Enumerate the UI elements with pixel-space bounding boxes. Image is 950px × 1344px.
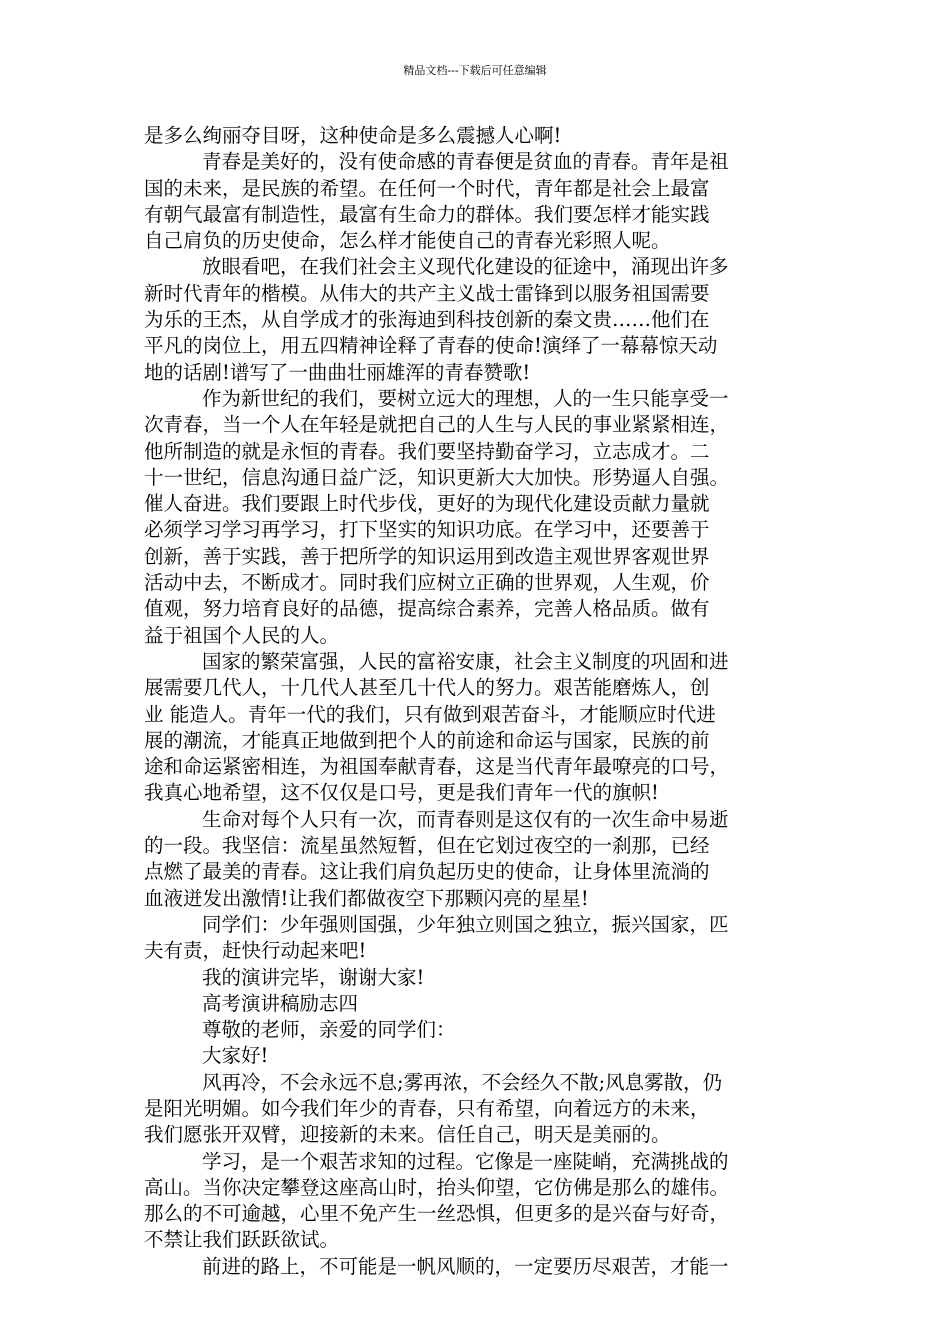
text-line: 我们愿张开双臂，迎接新的未来。信任自己，明天是美丽的。 (144, 1123, 671, 1147)
text-line: 平凡的岗位上，用五四精神诠释了青春的使命!演绎了一幕幕惊天动 (144, 334, 718, 358)
text-line: 国家的繁荣富强，人民的富裕安康，社会主义制度的巩固和进 (202, 649, 729, 673)
text-line: 风再冷，不会永远不息;雾再浓，不会经久不散;风息雾散，仍 (202, 1070, 723, 1094)
text-line: 为乐的王杰，从自学成才的张海迪到科技创新的秦文贵……他们在 (144, 308, 710, 332)
text-line: 国的未来，是民族的希望。在任何一个时代，青年都是社会上最富 (144, 176, 710, 200)
text-line: 尊敬的老师，亲爱的同学们： (202, 1018, 456, 1042)
text-line: 途和命运紧密相连，为祖国奉献青春，这是当代青年最嘹亮的口号， (144, 755, 730, 779)
text-line: 有朝气最富有制造性，最富有生命力的群体。我们要怎样才能实践 (144, 202, 710, 226)
text-line: 十一世纪，信息沟通日益广泛，知识更新大大加快。形势逼人自强。 (144, 465, 730, 489)
text-line: 前进的路上，不可能是一帆风顺的，一定要历尽艰苦，才能一 (202, 1254, 729, 1278)
text-line: 他所制造的就是永恒的青春。我们要坚持勤奋学习，立志成才。二 (144, 439, 710, 463)
text-line: 自己肩负的历史使命，怎么样才能使自己的青春光彩照人呢。 (144, 229, 671, 253)
text-line: 不禁让我们跃跃欲试。 (144, 1228, 340, 1252)
text-line: 创新，善于实践，善于把所学的知识运用到改造主观世界客观世界 (144, 544, 710, 568)
text-line: 益于祖国个人民的人。 (144, 623, 340, 647)
text-line: 新时代青年的楷模。从伟大的共产主义战士雷锋到以服务祖国需要 (144, 281, 710, 305)
text-line: 的一段。我坚信：流星虽然短暂，但在它划过夜空的一刹那，已经 (144, 834, 710, 858)
page-header: 精品文档---下载后可任意编辑 (403, 64, 547, 77)
text-line: 夫有责，赶快行动起来吧! (144, 939, 367, 963)
text-line: 必须学习学习再学习，打下坚实的知识功底。在学习中，还要善于 (144, 518, 710, 542)
text-line: 次青春，当一个人在年轻是就把自己的人生与人民的事业紧紧相连， (144, 413, 730, 437)
text-line: 值观，努力培育良好的品德，提高综合素养，完善人格品质。做有 (144, 597, 710, 621)
text-line: 学习，是一个艰苦求知的过程。它像是一座陡峭，充满挑战的 (202, 1149, 729, 1173)
text-line: 血液迸发出激情!让我们都做夜空下那颗闪亮的星星! (144, 886, 589, 910)
text-line: 地的话剧!谱写了一曲曲壮丽雄浑的青春赞歌! (144, 360, 531, 384)
text-line: 放眼看吧，在我们社会主义现代化建设的征途中，涌现出许多 (202, 255, 729, 279)
text-line: 高山。当你决定攀登这座高山时，抬头仰望，它仿佛是那么的雄伟。 (144, 1175, 730, 1199)
text-line: 展需要几代人，十几代人甚至几十代人的努力。艰苦能磨炼人，创 (144, 676, 710, 700)
text-line: 催人奋进。我们要跟上时代步伐，更好的为现代化建设贡献力量就 (144, 492, 710, 516)
document-body (144, 123, 808, 1280)
text-line: 那么的不可逾越，心里不免产生一丝恐惧，但更多的是兴奋与好奇， (144, 1202, 730, 1226)
text-line: 我的演讲完毕，谢谢大家! (202, 965, 425, 989)
text-line: 是阳光明媚。如今我们年少的青春，只有希望，向着远方的未来， (144, 1096, 710, 1120)
text-line: 高考演讲稿励志四 (202, 991, 359, 1015)
text-line: 业 能造人。青年一代的我们，只有做到艰苦奋斗，才能顺应时代进 (144, 702, 716, 726)
text-line: 生命对每个人只有一次，而青春则是这仅有的一次生命中易逝 (202, 807, 729, 831)
text-line: 点燃了最美的青春。这让我们肩负起历史的使命，让身体里流淌的 (144, 860, 710, 884)
text-line: 是多么绚丽夺目呀，这种使命是多么震撼人心啊! (144, 124, 562, 147)
text-line: 我真心地希望，这不仅仅是口号，更是我们青年一代的旗帜! (144, 781, 659, 805)
text-line: 展的潮流，才能真正地做到把个人的前途和命运与国家，民族的前 (144, 728, 710, 752)
text-line: 大家好! (202, 1044, 269, 1068)
text-line: 作为新世纪的我们，要树立远大的理想，人的一生只能享受一 (202, 386, 729, 410)
text-line: 同学们：少年强则国强，少年独立则国之独立，振兴国家，匹 (202, 912, 729, 936)
text-line: 青春是美好的，没有使命感的青春便是贫血的青春。青年是祖 (202, 150, 729, 174)
text-line: 活动中去，不断成才。同时我们应树立正确的世界观，人生观，价 (144, 571, 710, 595)
